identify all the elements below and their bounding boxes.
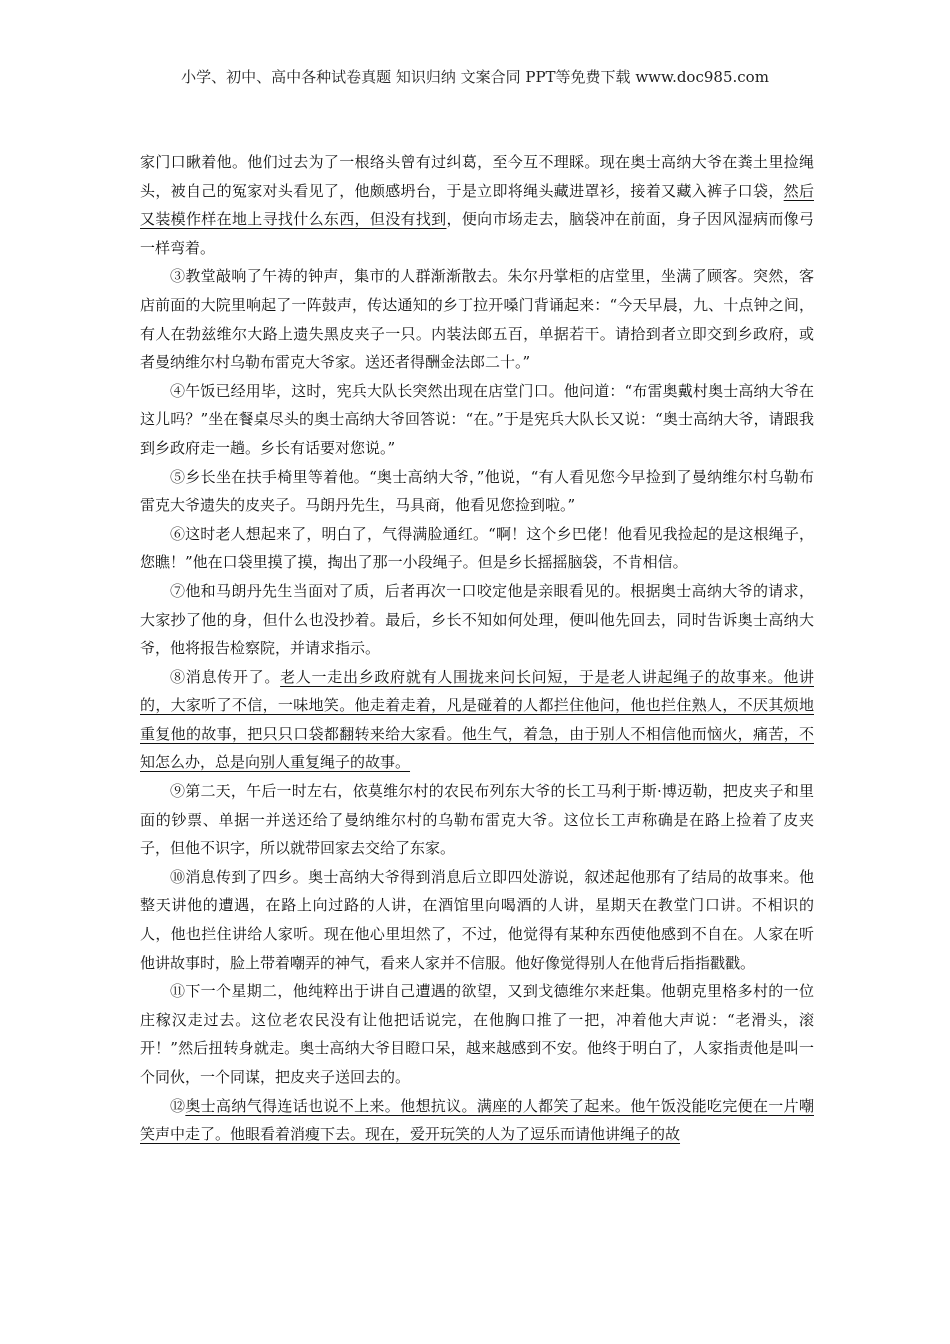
paragraph-4 bbox=[140, 377, 814, 463]
paragraph-continuation bbox=[140, 148, 814, 262]
text-run: ⑩消息传到了四乡。奥士高纳大爷得到消息后立即四处游说，叙述起他那有了结局的故事来。他整天讲他的遭遇，在路上向过路的人讲，在酒馆里向喝酒的人讲，星期天在教堂门口讲。不相识的人，他也拦住讲给人家听。现在他心里坦然了，不过，他觉得有某种东西使他感到不自在。人家在听他讲故事时，脸上带着嘲弄的神气，看来人家并不信服。他好像觉得别人在他背后指指戳戳。 bbox=[140, 867, 814, 972]
text-run: ⑥这时老人想起来了，明白了，气得满脸通红。“啊！这个乡巴佬！他看见我捡起的是这根绳子，您瞧！”他在口袋里摸了摸，掏出了那一小段绳子。但是乡长摇摇脑袋，不肯相信。 bbox=[140, 524, 814, 572]
text-run: ⑦他和马朗丹先生当面对了质，后者再次一口咬定他是亲眼看见的。根据奥士高纳大爷的请求，大家抄了他的身，但什么也没抄着。最后，乡长不知如何处理，便叫他先回去，同时告诉奥士高纳大爷，他将报告检察院，并请求指示。 bbox=[140, 581, 814, 658]
text-run: ⑪下一个星期二，他纯粹出于讲自己遭遇的欲望，又到戈德维尔来赶集。他朝克里格多村的一位庄稼汉走过去。这位老农民没有让他把话说完，在他胸口推了一把，冲着他大声说：“老滑头，滚开！”然后扭转身就走。奥士高纳大爷目瞪口呆，越来越感到不安。他终于明白了，人家指责他是叫一个同伙，一个同谋，把皮夹子送回去的。 bbox=[140, 982, 814, 1086]
underlined-text-run: 然后又装模作样在地上寻找什么东西，但没有找到 bbox=[140, 181, 814, 229]
paragraph-8 bbox=[140, 663, 814, 777]
paragraph-9 bbox=[140, 777, 814, 863]
page-header bbox=[0, 66, 950, 87]
paragraph-5 bbox=[140, 463, 814, 520]
paragraph-3 bbox=[140, 262, 814, 376]
underlined-text-run: 老人一走出乡政府就有人围拢来问长问短，于是老人讲起绳子的故事来。他讲的，大家听了不信，一味地笑。他走着走着，凡是碰着的人都拦住他问，他也拦住熟人，不厌其烦地重复他的故事，把只只口袋都翻转来给大家看。他生气，着急，由于别人不相信他而恼火，痛苦，不知怎么办，总是向别人重复绳子的故事。 bbox=[140, 667, 814, 772]
text-run: ⑤乡长坐在扶手椅里等着他。“奥士高纳大爷，”他说，“有人看见您今早捡到了曼纳维尔村乌勒布雷克大爷遗失的皮夹子。马朗丹先生，马具商，他看见您捡到啦。” bbox=[140, 467, 814, 515]
text-run: ④午饭已经用毕，这时，宪兵大队长突然出现在店堂门口。他问道：“布雷奥戴村奥士高纳大爷在这儿吗？”坐在餐桌尽头的奥士高纳大爷回答说：“在。”于是宪兵大队长又说：“奥士高纳大爷，请跟我到乡政府走一趟。乡长有话要对您说。” bbox=[140, 381, 814, 457]
text-run: ⑨第二天，午后一时左右，依莫维尔村的农民布列东大爷的长工马利于斯·博迈勒，把皮夹子和里面的钞票、单据一并送还给了曼纳维尔村的乌勒布雷克大爷。这位长工声称确是在路上捡着了皮夹子，但他不识字，所以就带回家去交给了东家。 bbox=[140, 782, 814, 858]
paragraph-6 bbox=[140, 520, 814, 577]
text-run: ，便向市场走去，脑袋冲在前面，身子因风湿病而像弓一样弯着。 bbox=[140, 210, 814, 257]
paragraph-10 bbox=[140, 863, 814, 977]
text-run: ⑧消息传开了。 bbox=[170, 667, 281, 686]
paragraph-11 bbox=[140, 977, 814, 1091]
text-run: ⑫ bbox=[170, 1096, 186, 1115]
text-run: 家门口瞅着他。他们过去为了一根络头曾有过纠葛，至今互不理睬。现在奥士高纳大爷在粪土里捡绳头，被自己的冤家对头看见了，他颇感坍台，于是立即将绳头藏进罩衫，接着又藏入裤子口袋， bbox=[140, 153, 814, 200]
paragraph-7 bbox=[140, 577, 814, 663]
paragraph-12 bbox=[140, 1092, 814, 1149]
underlined-text-run: 奥士高纳气得连话也说不上来。他想抗议。满座的人都笑了起来。他午饭没能吃完便在一片嘲笑声中走了。他眼看着消瘦下去。现在，爱开玩笑的人为了逗乐而请他讲绳子的故 bbox=[140, 1096, 814, 1144]
text-run: ③教堂敲响了午祷的钟声，集市的人群渐渐散去。朱尔丹掌柜的店堂里，坐满了顾客。突然，客店前面的大院里响起了一阵鼓声，传达通知的乡丁拉开嗓门背诵起来：“今天早晨，九、十点钟之间，有人在勃兹维尔大路上遗失黑皮夹子一只。内装法郎五百，单据若干。请拾到者立即交到乡政府，或者曼纳维尔村乌勒布雷克大爷家。送还者得酬金法郎二十。” bbox=[140, 267, 814, 372]
header-text: 小学、初中、高中各种试卷真题 知识归纳 文案合同 PPT等免费下载 www.doc985.com bbox=[181, 68, 769, 86]
document-body bbox=[140, 148, 814, 1149]
